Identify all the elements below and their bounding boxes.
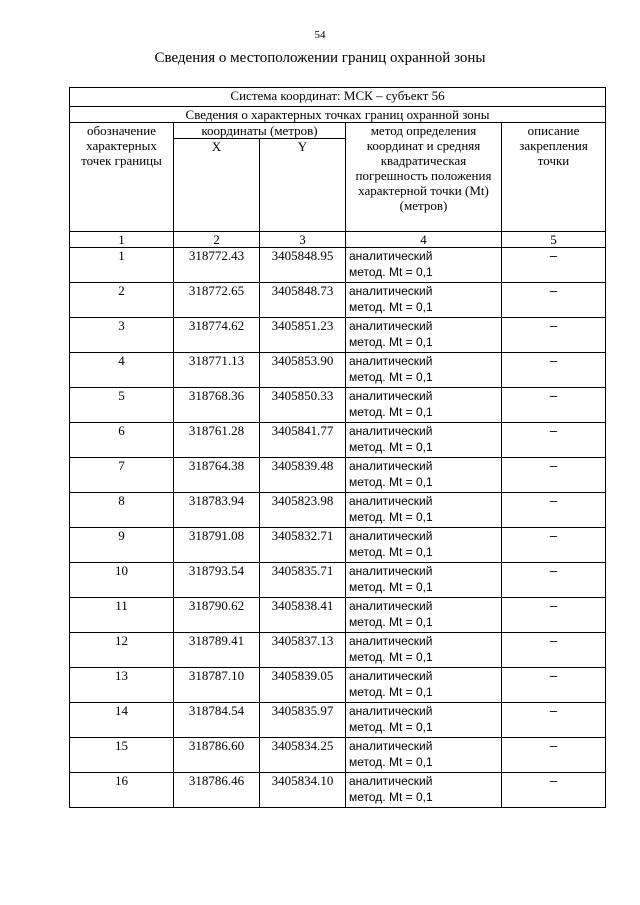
method-cell <box>346 563 502 598</box>
fixing-description-cell: – <box>502 563 606 598</box>
x-coordinate-cell: 318786.60 <box>174 738 260 773</box>
point-number-cell: 5 <box>70 388 174 423</box>
method-cell <box>346 703 502 738</box>
table-row <box>70 773 606 808</box>
table-row <box>70 388 606 423</box>
fixing-description-cell: – <box>502 598 606 633</box>
method-line-1: аналитический <box>349 564 433 578</box>
y-coordinate-cell: 3405841.77 <box>260 423 346 458</box>
x-coordinate-cell: 318772.43 <box>174 248 260 283</box>
x-coordinate-cell: 318786.46 <box>174 773 260 808</box>
method-cell <box>346 598 502 633</box>
table-row <box>70 353 606 388</box>
method-cell <box>346 248 502 283</box>
fixing-description-cell: – <box>502 528 606 563</box>
point-number-cell: 1 <box>70 248 174 283</box>
method-line-1: аналитический <box>349 774 433 788</box>
method-line-1: аналитический <box>349 424 433 438</box>
page-number: 54 <box>314 29 326 41</box>
method-line-1: аналитический <box>349 354 433 368</box>
method-line-2: метод. Mt = 0,1 <box>349 755 433 769</box>
y-coordinate-cell: 3405834.10 <box>260 773 346 808</box>
column-number-1: 1 <box>70 232 174 248</box>
fixing-description-cell: – <box>502 388 606 423</box>
y-coordinate-cell: 3405838.41 <box>260 598 346 633</box>
point-number-cell: 9 <box>70 528 174 563</box>
fixing-description-cell: – <box>502 493 606 528</box>
table-row <box>70 563 606 598</box>
method-line-1: аналитический <box>349 599 433 613</box>
method-cell <box>346 353 502 388</box>
header-description: описание закрепления точки <box>502 123 606 232</box>
method-cell <box>346 458 502 493</box>
y-coordinate-cell: 3405850.33 <box>260 388 346 423</box>
coordinate-system-caption: Система координат: МСК – субъект 56 <box>70 88 606 107</box>
column-number-2: 2 <box>174 232 260 248</box>
method-line-2: метод. Mt = 0,1 <box>349 300 433 314</box>
point-number-cell: 15 <box>70 738 174 773</box>
table-row <box>70 528 606 563</box>
boundary-points-table <box>69 87 606 808</box>
method-line-1: аналитический <box>349 459 433 473</box>
y-coordinate-cell: 3405834.25 <box>260 738 346 773</box>
method-cell <box>346 528 502 563</box>
y-coordinate-cell: 3405823.98 <box>260 493 346 528</box>
x-coordinate-cell: 318793.54 <box>174 563 260 598</box>
point-number-cell: 7 <box>70 458 174 493</box>
method-cell <box>346 633 502 668</box>
fixing-description-cell: – <box>502 283 606 318</box>
table-row <box>70 598 606 633</box>
method-line-2: метод. Mt = 0,1 <box>349 475 433 489</box>
method-line-2: метод. Mt = 0,1 <box>349 440 433 454</box>
header-point-designation: обозначение характерных точек границы <box>70 123 174 232</box>
x-coordinate-cell: 318791.08 <box>174 528 260 563</box>
x-coordinate-cell: 318774.62 <box>174 318 260 353</box>
table-row <box>70 248 606 283</box>
method-line-1: аналитический <box>349 669 433 683</box>
point-number-cell: 13 <box>70 668 174 703</box>
point-number-cell: 3 <box>70 318 174 353</box>
table-row <box>70 318 606 353</box>
table-row <box>70 738 606 773</box>
method-line-1: аналитический <box>349 389 433 403</box>
y-coordinate-cell: 3405848.95 <box>260 248 346 283</box>
points-info-caption: Сведения о характерных точках границ охранной зоны <box>70 107 606 123</box>
fixing-description-cell: – <box>502 423 606 458</box>
method-line-2: метод. Mt = 0,1 <box>349 580 433 594</box>
method-line-2: метод. Mt = 0,1 <box>349 265 433 279</box>
x-coordinate-cell: 318768.36 <box>174 388 260 423</box>
method-line-2: метод. Mt = 0,1 <box>349 510 433 524</box>
header-x: X <box>174 139 260 232</box>
method-line-2: метод. Mt = 0,1 <box>349 405 433 419</box>
method-line-2: метод. Mt = 0,1 <box>349 720 433 734</box>
method-line-1: аналитический <box>349 249 433 263</box>
y-coordinate-cell: 3405832.71 <box>260 528 346 563</box>
table-row <box>70 423 606 458</box>
method-line-1: аналитический <box>349 634 433 648</box>
fixing-description-cell: – <box>502 703 606 738</box>
table-row <box>70 493 606 528</box>
point-number-cell: 6 <box>70 423 174 458</box>
method-cell <box>346 668 502 703</box>
table-row <box>70 283 606 318</box>
x-coordinate-cell: 318789.41 <box>174 633 260 668</box>
method-cell <box>346 738 502 773</box>
method-line-1: аналитический <box>349 739 433 753</box>
method-line-2: метод. Mt = 0,1 <box>349 370 433 384</box>
header-coordinates: координаты (метров) <box>174 123 346 139</box>
method-cell <box>346 318 502 353</box>
x-coordinate-cell: 318790.62 <box>174 598 260 633</box>
fixing-description-cell: – <box>502 773 606 808</box>
x-coordinate-cell: 318764.38 <box>174 458 260 493</box>
fixing-description-cell: – <box>502 458 606 493</box>
column-number-3: 3 <box>260 232 346 248</box>
x-coordinate-cell: 318784.54 <box>174 703 260 738</box>
column-number-4: 4 <box>346 232 502 248</box>
y-coordinate-cell: 3405837.13 <box>260 633 346 668</box>
point-number-cell: 11 <box>70 598 174 633</box>
point-number-cell: 4 <box>70 353 174 388</box>
point-number-cell: 16 <box>70 773 174 808</box>
fixing-description-cell: – <box>502 353 606 388</box>
method-line-2: метод. Mt = 0,1 <box>349 685 433 699</box>
header-method: метод определения координат и средняя квадратическая погрешность положения характерной точки (Mt) (метров) <box>346 123 502 232</box>
fixing-description-cell: – <box>502 248 606 283</box>
table-row <box>70 668 606 703</box>
method-line-2: метод. Mt = 0,1 <box>349 790 433 804</box>
method-line-1: аналитический <box>349 494 433 508</box>
y-coordinate-cell: 3405839.48 <box>260 458 346 493</box>
table-row <box>70 703 606 738</box>
table-row <box>70 458 606 493</box>
method-line-1: аналитический <box>349 529 433 543</box>
y-coordinate-cell: 3405835.97 <box>260 703 346 738</box>
column-number-5: 5 <box>502 232 606 248</box>
x-coordinate-cell: 318771.13 <box>174 353 260 388</box>
y-coordinate-cell: 3405835.71 <box>260 563 346 598</box>
y-coordinate-cell: 3405839.05 <box>260 668 346 703</box>
method-line-2: метод. Mt = 0,1 <box>349 335 433 349</box>
point-number-cell: 14 <box>70 703 174 738</box>
x-coordinate-cell: 318772.65 <box>174 283 260 318</box>
method-cell <box>346 493 502 528</box>
header-y: Y <box>260 139 346 232</box>
x-coordinate-cell: 318783.94 <box>174 493 260 528</box>
method-line-2: метод. Mt = 0,1 <box>349 545 433 559</box>
point-number-cell: 10 <box>70 563 174 598</box>
method-cell <box>346 388 502 423</box>
method-line-2: метод. Mt = 0,1 <box>349 615 433 629</box>
y-coordinate-cell: 3405853.90 <box>260 353 346 388</box>
point-number-cell: 8 <box>70 493 174 528</box>
method-cell <box>346 423 502 458</box>
y-coordinate-cell: 3405848.73 <box>260 283 346 318</box>
method-line-1: аналитический <box>349 319 433 333</box>
fixing-description-cell: – <box>502 738 606 773</box>
table-row <box>70 633 606 668</box>
fixing-description-cell: – <box>502 633 606 668</box>
x-coordinate-cell: 318787.10 <box>174 668 260 703</box>
document-title: Сведения о местоположении границ охранной зоны <box>154 50 486 66</box>
y-coordinate-cell: 3405851.23 <box>260 318 346 353</box>
method-cell <box>346 283 502 318</box>
method-line-1: аналитический <box>349 704 433 718</box>
point-number-cell: 2 <box>70 283 174 318</box>
x-coordinate-cell: 318761.28 <box>174 423 260 458</box>
point-number-cell: 12 <box>70 633 174 668</box>
method-line-1: аналитический <box>349 284 433 298</box>
method-line-2: метод. Mt = 0,1 <box>349 650 433 664</box>
fixing-description-cell: – <box>502 668 606 703</box>
fixing-description-cell: – <box>502 318 606 353</box>
method-cell <box>346 773 502 808</box>
